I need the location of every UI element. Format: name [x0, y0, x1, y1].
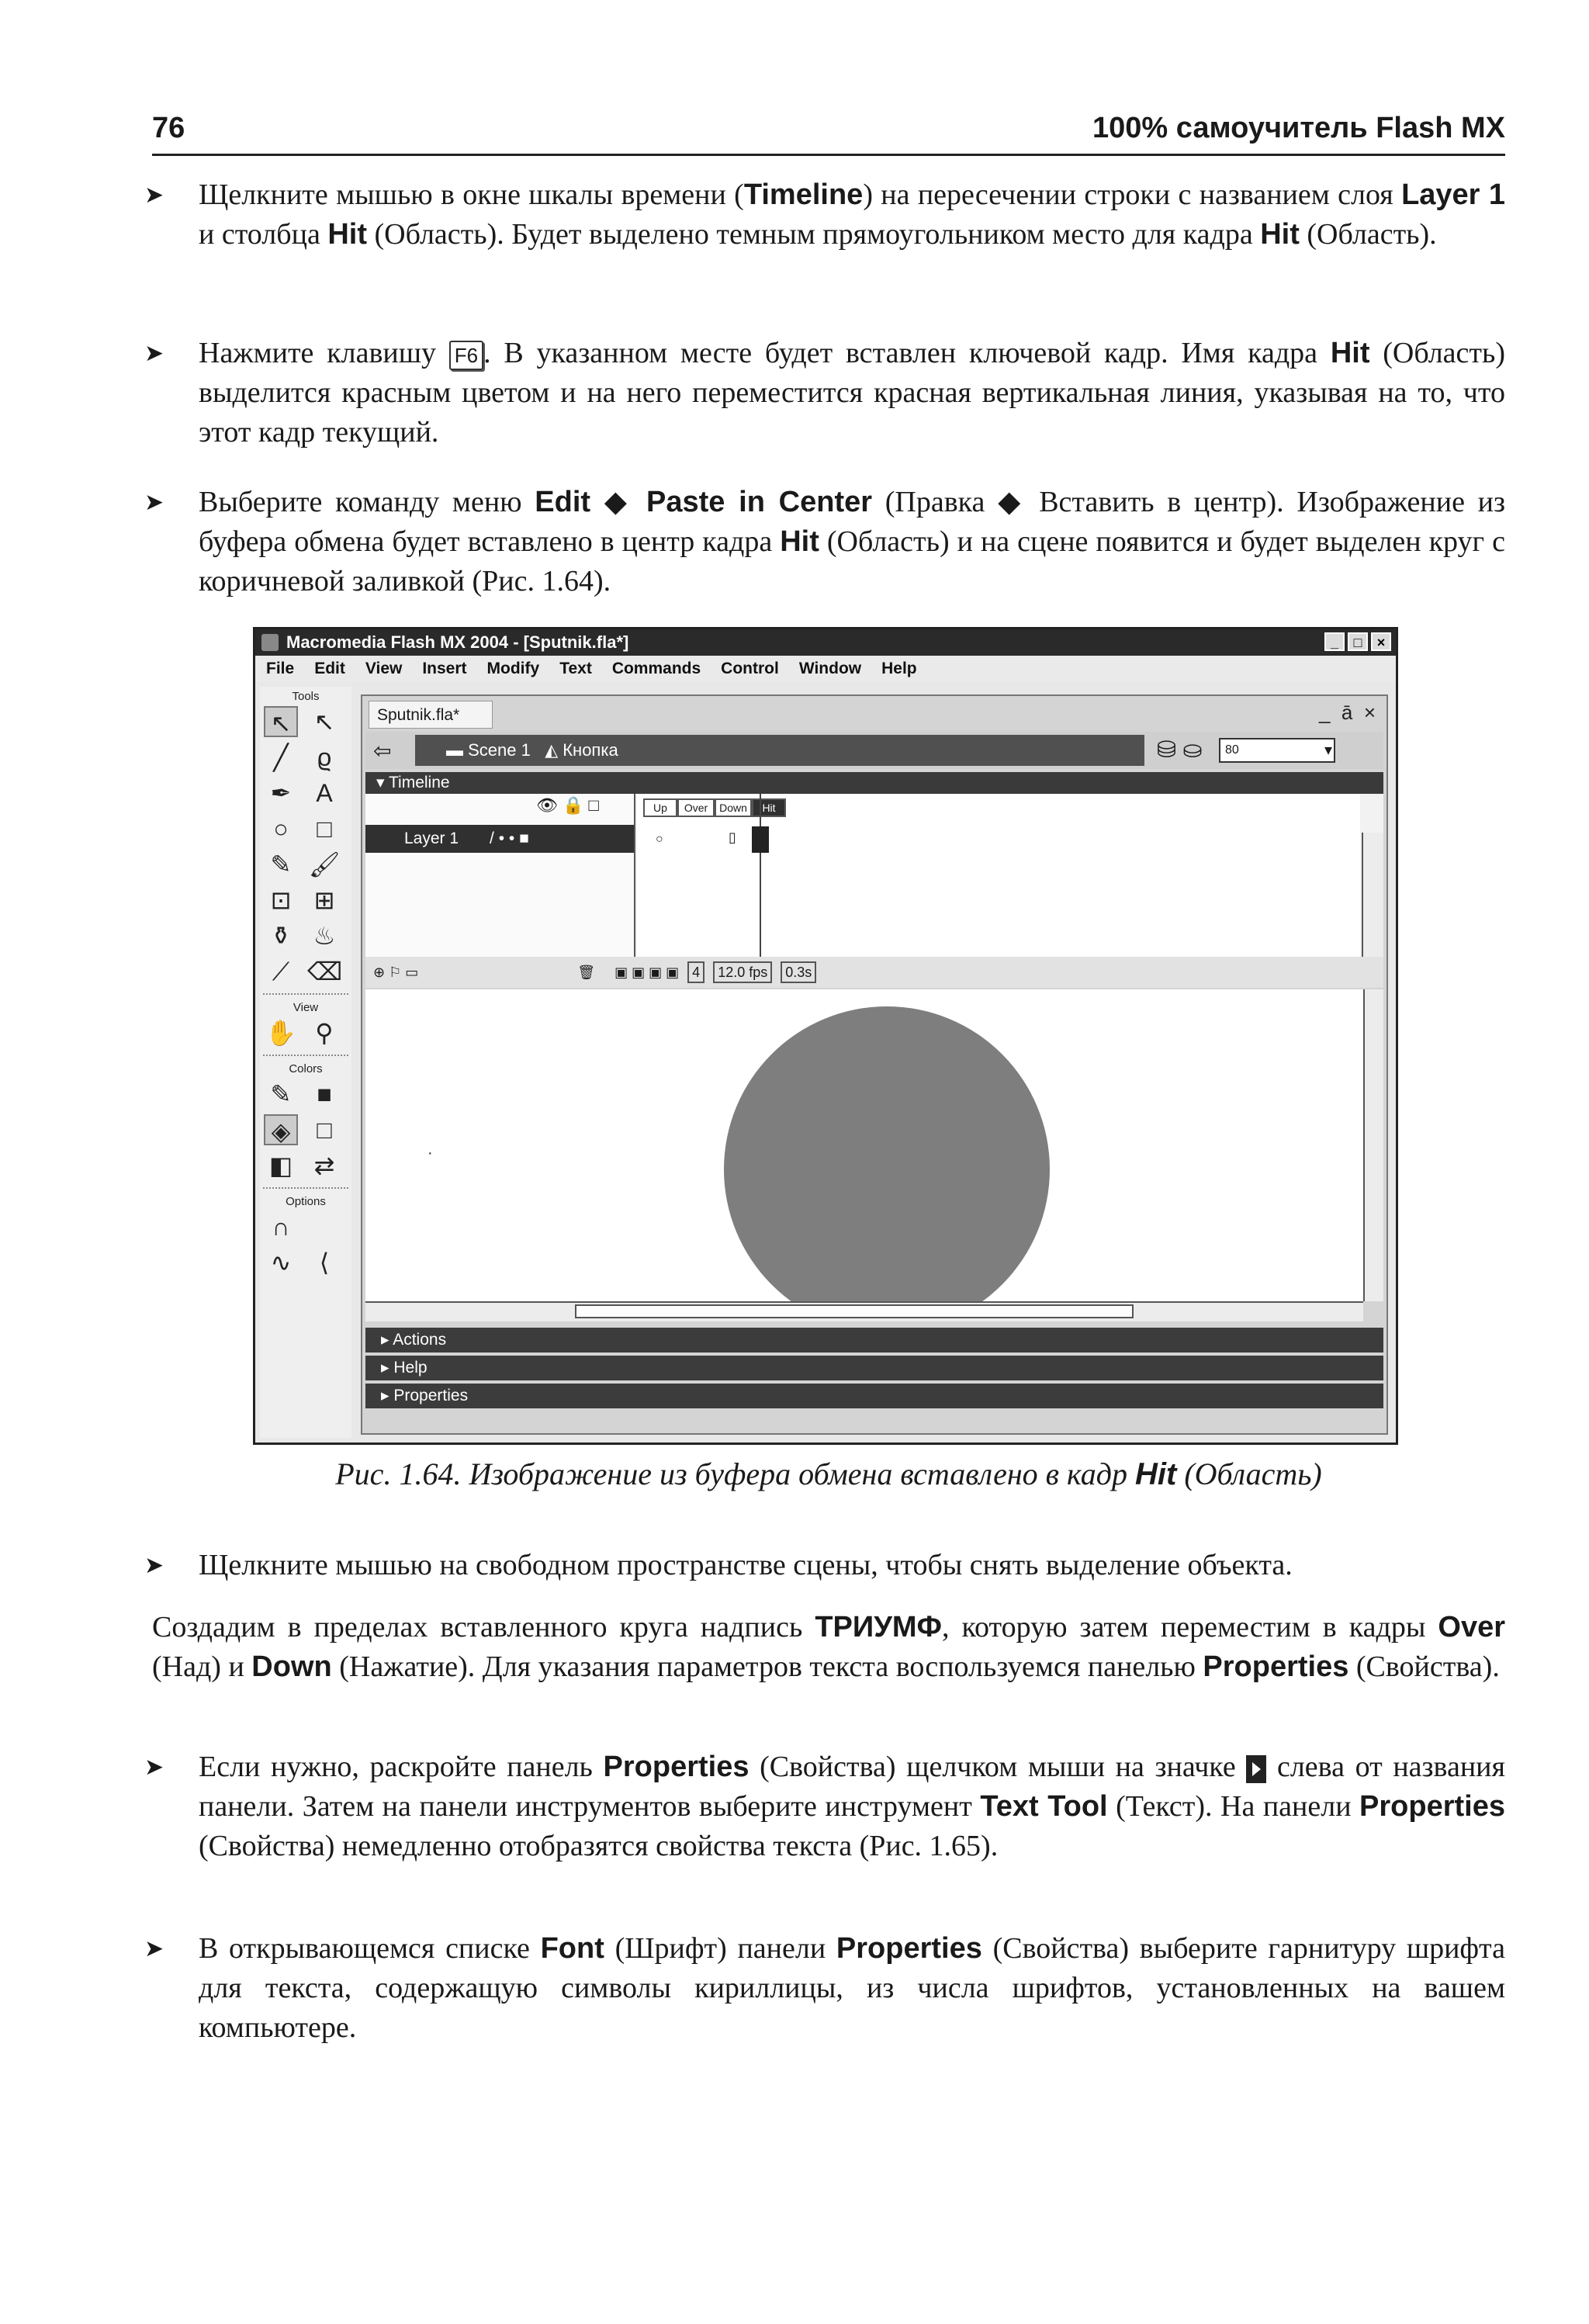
frame-rate: 12.0 fps: [713, 961, 772, 983]
menu-file[interactable]: File: [266, 660, 295, 677]
lasso-tool-icon[interactable]: ϱ: [317, 743, 332, 771]
minimize-icon[interactable]: _: [1324, 632, 1345, 651]
stage[interactable]: [365, 989, 1363, 1301]
bullet-icon: ➤: [144, 1553, 164, 1578]
frame-label-down[interactable]: Down: [715, 798, 752, 817]
menu-commands[interactable]: Commands: [611, 660, 701, 677]
filled-circle[interactable]: [724, 1006, 1050, 1301]
breadcrumb-symbol[interactable]: Кнопка: [563, 740, 618, 760]
eyedropper-tool-icon[interactable]: ⟋: [272, 958, 290, 985]
f6-key-icon: F6: [449, 341, 483, 370]
blank-option: [307, 1211, 341, 1242]
edit-scene-symbol-icons[interactable]: ⛁ ⛀: [1157, 737, 1203, 763]
layer-visibility-lock-outline-icons[interactable]: 👁 🔒 □: [536, 795, 599, 815]
fill-color-icon[interactable]: ◈: [264, 1114, 298, 1145]
paint-bucket-tool-icon[interactable]: ♨: [313, 922, 336, 950]
stroke-swatch-icon[interactable]: ■: [317, 1080, 332, 1108]
frame-label-up[interactable]: Up: [643, 798, 677, 817]
keyframe-down-icon[interactable]: ▯: [729, 830, 736, 845]
paragraph-7: ➤ В открывающемся списке Font (Шрифт) панели Properties (Свойства) выберите гарнитуру шрифта для текста, содержащую символы кириллицы, из числа шрифтов, установленных на вашем компьютере.: [199, 1929, 1505, 2048]
close-icon[interactable]: ×: [1371, 632, 1391, 651]
snap-magnet-icon[interactable]: ∩: [272, 1213, 290, 1241]
breadcrumb: [415, 735, 1144, 766]
keyframe-up-icon[interactable]: ○: [656, 833, 663, 846]
panel-properties[interactable]: ▸ Properties: [365, 1384, 1383, 1408]
eraser-tool-icon[interactable]: ⌫: [307, 958, 343, 985]
back-arrow-icon[interactable]: ⇦: [373, 739, 392, 763]
elapsed-time: 0.3s: [781, 961, 816, 983]
maximize-icon[interactable]: □: [1348, 632, 1368, 651]
paragraph-3: ➤ Выберите команду меню Edit ◆ Paste in Center (Правка ◆ Вставить в центр). Изображение из буфера обмена будет вставлено в центр кадра Hit (Область) и на сцене появится и будет выделен круг с коричневой заливкой (Рис. 1.64).: [199, 483, 1505, 601]
menu-modify[interactable]: Modify: [486, 660, 540, 677]
paragraph-1: ➤ Щелкните мышью в окне шкалы времени (Timeline) на пересечении строки с названием слоя Layer 1 и столбца Hit (Область). Будет выделено темным прямоугольником место для кадра Hit (Область).: [199, 175, 1505, 255]
scroll-thumb[interactable]: [575, 1304, 1134, 1318]
menu-text[interactable]: Text: [559, 660, 592, 677]
pencil-tool-icon[interactable]: ✎: [270, 850, 292, 878]
frames-area: [637, 794, 1360, 957]
window-title: Macromedia Flash MX 2004 - [Sputnik.fla*]: [286, 632, 629, 652]
menu-view[interactable]: View: [365, 660, 403, 677]
fill-swatch-icon[interactable]: □: [317, 1116, 332, 1144]
fill-transform-tool-icon[interactable]: ⊞: [313, 886, 335, 914]
layer-row[interactable]: Layer 1 / • • ■: [365, 825, 634, 853]
document-controls: _ ā ×: [1319, 701, 1376, 724]
default-colors-icon[interactable]: ◧: [268, 1152, 293, 1179]
edit-bar: [365, 732, 1383, 769]
zoom-select[interactable]: 80 ▾: [1219, 738, 1335, 763]
figure-caption: Рис. 1.64. Изображение из буфера обмена вставлено в кадр Hit (Область): [335, 1456, 1322, 1491]
playhead[interactable]: [760, 794, 761, 957]
trash-icon[interactable]: 🗑: [577, 965, 596, 980]
breadcrumb-scene[interactable]: Scene 1: [468, 740, 531, 760]
oval-tool-icon[interactable]: ○: [273, 815, 289, 843]
stage-vertical-scrollbar[interactable]: [1363, 989, 1383, 1301]
ink-bottle-tool-icon[interactable]: ⚱: [270, 922, 292, 950]
page-number: 76: [152, 112, 185, 144]
pen-tool-icon[interactable]: ✒: [270, 779, 292, 807]
flash-screenshot: [253, 627, 1398, 1445]
bullet-icon: ➤: [144, 490, 164, 515]
menu-edit[interactable]: Edit: [314, 660, 345, 677]
bullet-icon: ➤: [144, 1936, 164, 1962]
menu-window[interactable]: Window: [798, 660, 862, 677]
arrow-tool-icon[interactable]: ↖: [264, 706, 298, 737]
tools-panel: [260, 687, 351, 1438]
stage-horizontal-scrollbar[interactable]: [365, 1301, 1363, 1321]
current-frame: 4: [687, 961, 704, 983]
swap-colors-icon[interactable]: ⇄: [313, 1152, 335, 1179]
menu-help[interactable]: Help: [881, 660, 917, 677]
brush-tool-icon[interactable]: 🖌: [308, 850, 341, 878]
scene-icon: ▬: [446, 740, 469, 760]
paragraph-6: ➤ Если нужно, раскройте панель Properties (Свойства) щелчком мыши на значке слева от названия панели. Затем на панели инструментов выберите инструмент Text Tool (Текст). На панели Properties (Свойства) немедленно отобразятся свойства текста (Рис. 1.65).: [199, 1747, 1505, 1866]
window-title-bar: [255, 629, 1396, 656]
timeline-scrollbar[interactable]: [1362, 833, 1383, 957]
document-tab[interactable]: Sputnik.fla*: [369, 701, 493, 729]
view-label: View: [293, 1001, 319, 1014]
add-layer-icons[interactable]: ⊕ ⚐ ▭: [373, 965, 419, 980]
bullet-icon: ➤: [144, 182, 164, 208]
zoom-tool-icon[interactable]: ⚲: [315, 1019, 334, 1047]
panel-help[interactable]: ▸ Help: [365, 1356, 1383, 1380]
colors-label: Colors: [289, 1062, 323, 1075]
expand-panel-icon: [1246, 1755, 1266, 1783]
layer-column: [365, 794, 635, 957]
frame-label-over[interactable]: Over: [677, 798, 715, 817]
free-transform-tool-icon[interactable]: ⊡: [270, 886, 292, 914]
timeline-status-bar: [365, 957, 1383, 988]
smooth-icon[interactable]: ∿: [270, 1249, 292, 1276]
hit-keyframe[interactable]: [752, 826, 769, 853]
running-head: 100% самоучитель Flash MX: [1092, 112, 1505, 144]
onion-skin-icons[interactable]: ▣ ▣ ▣ ▣: [614, 965, 680, 980]
panel-actions[interactable]: ▸ Actions: [365, 1328, 1383, 1352]
menu-insert[interactable]: Insert: [422, 660, 467, 677]
text-tool-icon[interactable]: A: [316, 779, 333, 807]
rectangle-tool-icon[interactable]: □: [317, 815, 332, 843]
timeline-header[interactable]: ▾ Timeline: [365, 772, 1383, 794]
subselect-tool-icon[interactable]: ↖: [313, 708, 335, 736]
window-controls: [1324, 632, 1391, 651]
timeline: [365, 794, 1383, 988]
flash-app-icon: [261, 634, 279, 651]
options-label: Options: [286, 1195, 326, 1208]
line-tool-icon[interactable]: ╱: [273, 743, 289, 771]
hand-tool-icon[interactable]: ✋: [265, 1019, 296, 1047]
bullet-icon: ➤: [144, 1754, 164, 1780]
paragraph-2: ➤ Нажмите клавишу F6 . В указанном месте будет вставлен ключевой кадр. Имя кадра Hit (Область) выделится красным цветом и на него переместится красная вертикальная линия, указывая на то, что этот кадр текущий.: [199, 334, 1505, 452]
stroke-color-icon[interactable]: ✎: [270, 1080, 292, 1108]
frame-label-hit[interactable]: Hit: [752, 798, 786, 817]
tools-label: Tools: [292, 690, 320, 703]
document-window: [361, 694, 1388, 1435]
button-symbol-icon: ◭: [545, 740, 563, 760]
paragraph-5: Создадим в пределах вставленного круга надпись ТРИУМФ, которую затем переместим в кадры Over (Над) и Down (Нажатие). Для указания параметров текста воспользуемся панелью Properties (Свойства).: [152, 1611, 1506, 1683]
straighten-icon[interactable]: ⟨: [319, 1249, 330, 1276]
stage-dot: ·: [428, 1145, 433, 1162]
menu-bar: [255, 656, 1396, 682]
bullet-icon: ➤: [144, 341, 164, 366]
page-header: [152, 109, 1505, 156]
menu-control[interactable]: Control: [721, 660, 779, 677]
paragraph-4: ➤ Щелкните мышью на свободном пространстве сцены, чтобы снять выделение объекта.: [199, 1546, 1505, 1585]
